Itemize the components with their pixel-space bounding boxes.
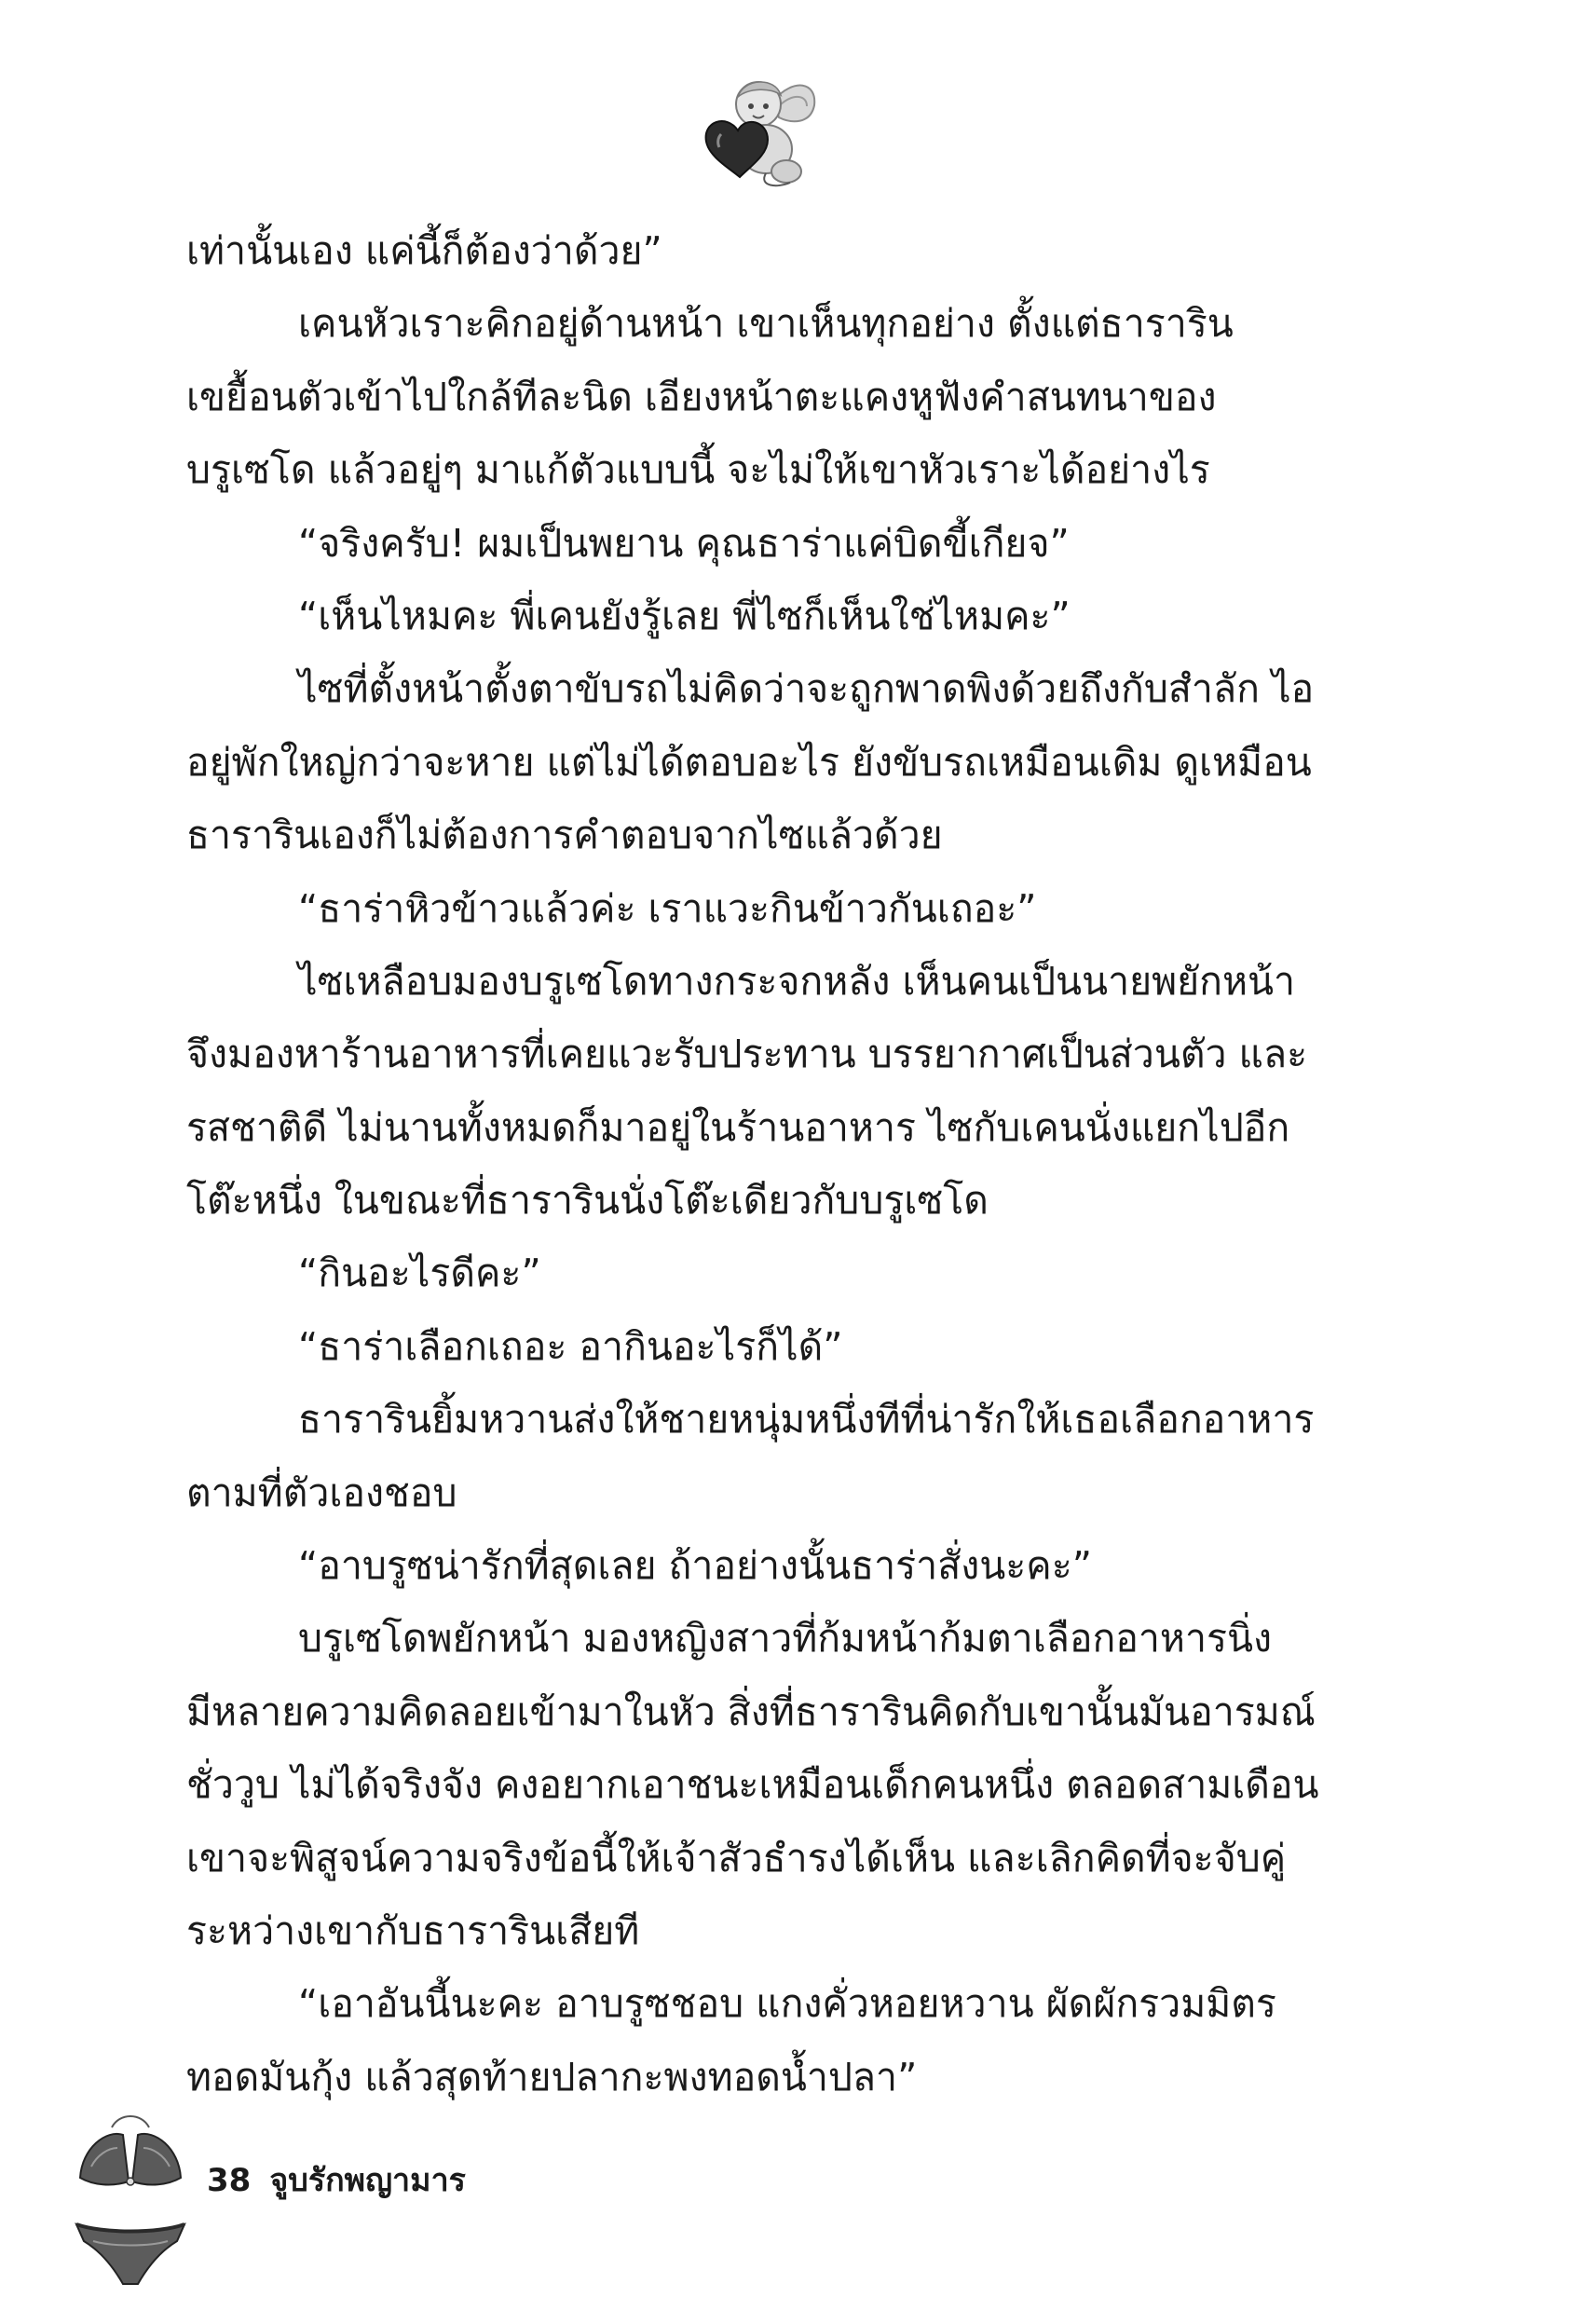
text-line: ตามที่ตัวเองชอบ bbox=[186, 1470, 457, 1515]
text-line: “อาบรูซน่ารักที่สุดเลย ถ้าอย่างนั้นธาร่าสั่งนะคะ” bbox=[298, 1543, 1092, 1589]
text-line: ไซเหลือบมองบรูเซโดทางกระจกหลัง เห็นคนเป็นนายพยักหน้า bbox=[298, 958, 1296, 1004]
text-line: “เอาอันนี้นะคะ อาบรูซชอบ แกงคั่วหอยหวาน ผัดผักรวมมิตร bbox=[298, 1981, 1276, 2027]
text-line: บรูเซโด แล้วอยู่ๆ มาแก้ตัวแบบนี้ จะไม่ให้เขาหัวเราะได้อย่างไร bbox=[186, 447, 1210, 493]
page-footer bbox=[207, 2157, 466, 2204]
text-line: ไซที่ตั้งหน้าตั้งตาขับรถไม่คิดว่าจะถูกพาดพิงด้วยถึงกับสำลัก ไอ bbox=[298, 666, 1315, 712]
text-line: โต๊ะหนึ่ง ในขณะที่ธารารินนั่งโต๊ะเดียวกับบรูเซโด bbox=[186, 1178, 989, 1224]
page-number: 38 bbox=[207, 2162, 252, 2199]
text-line: มีหลายความคิดลอยเข้ามาในหัว สิ่งที่ธารารินคิดกับเขานั้นมันอารมณ์ bbox=[186, 1689, 1316, 1734]
text-line: “กินอะไรดีคะ” bbox=[298, 1251, 541, 1296]
text-line: “ธาร่าหิวข้าวแล้วค่ะ เราแวะกินข้าวกันเถอะ” bbox=[298, 885, 1037, 931]
text-line: เขยื้อนตัวเข้าไปใกล้ทีละนิด เอียงหน้าตะแคงหูฟังคำสนทนาของ bbox=[186, 374, 1217, 419]
text-line: ระหว่างเขากับธารารินเสียที bbox=[186, 1908, 640, 1953]
text-line: “จริงครับ! ผมเป็นพยาน คุณธาร่าแค่บิดขี้เกียจ” bbox=[298, 520, 1070, 566]
text-line: บรูเซโดพยักหน้า มองหญิงสาวที่ก้มหน้าก้มตาเลือกอาหารนิ่ง bbox=[298, 1616, 1273, 1661]
text-line: ทอดมันกุ้ง แล้วสุดท้ายปลากะพงทอดน้ำปลา” bbox=[186, 2054, 918, 2099]
text-line: อยู่พักใหญ่กว่าจะหาย แต่ไม่ได้ตอบอะไร ยังขับรถเหมือนเดิม ดูเหมือน bbox=[186, 739, 1312, 785]
book-title: จูบรักพญามาร bbox=[269, 2162, 466, 2199]
text-line: “เห็นไหมคะ พี่เคนยังรู้เลย พี่ไซก็เห็นใช่ไหมคะ” bbox=[298, 593, 1071, 638]
text-line: รสชาติดี ไม่นานทั้งหมดก็มาอยู่ในร้านอาหาร ไซกับเคนนั่งแยกไปอีก bbox=[186, 1104, 1290, 1150]
text-line: ชั่ววูบ ไม่ได้จริงจัง คงอยากเอาชนะเหมือนเด็กคนหนึ่ง ตลอดสามเดือน bbox=[186, 1762, 1319, 1808]
text-line: “ธาร่าเลือกเถอะ อากินอะไรก็ได้” bbox=[298, 1323, 843, 1369]
text-line: ธารารินเองก็ไม่ต้องการคำตอบจากไซแล้วด้วย bbox=[186, 813, 943, 858]
text-line: เคนหัวเราะคิกอยู่ด้านหน้า เขาเห็นทุกอย่าง ตั้งแต่ธาราริน bbox=[298, 301, 1234, 347]
text-line: เท่านั้นเอง แค่นี้ก็ต้องว่าด้วย” bbox=[186, 228, 662, 273]
cupid-heart-icon bbox=[701, 73, 822, 189]
text-line: ธารารินยิ้มหวานส่งให้ชายหนุ่มหนึ่งทีที่น่ารักให้เธอเลือกอาหาร bbox=[298, 1397, 1315, 1443]
lingerie-icon bbox=[75, 2111, 186, 2292]
text-line: เขาจะพิสูจน์ความจริงข้อนี้ให้เจ้าสัวธำรงได้เห็น และเลิกคิดที่จะจับคู่ bbox=[186, 1835, 1287, 1880]
text-line: จึงมองหาร้านอาหารที่เคยแวะรับประทาน บรรยากาศเป็นส่วนตัว และ bbox=[186, 1032, 1308, 1077]
body-text bbox=[186, 214, 1323, 2113]
